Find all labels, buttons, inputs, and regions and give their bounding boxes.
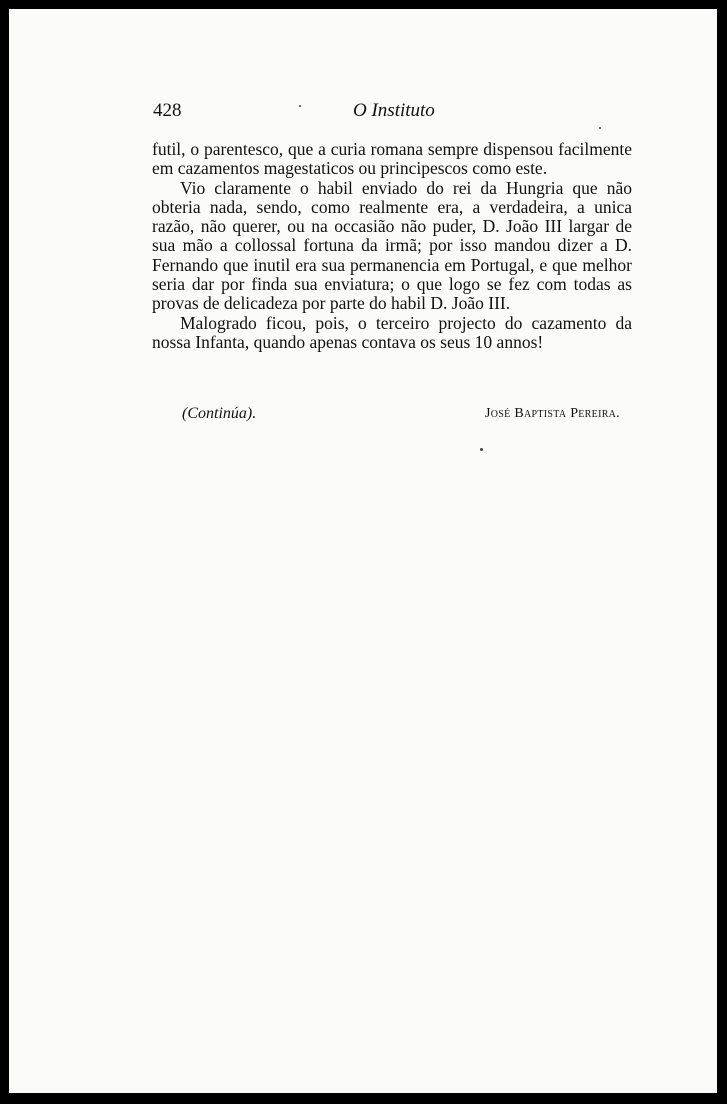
page-header	[145, 97, 635, 125]
running-title: O Instituto	[353, 100, 435, 121]
print-speck	[599, 127, 601, 129]
page-number: 428	[153, 100, 182, 121]
paragraph: Malogrado ficou, pois, o terceiro projecto do cazamento da nossa Infanta, quando apenas contava os seus 10 annos!	[152, 312, 632, 352]
paragraph: Vio claramente o habil enviado do rei da Hungria que não obteria nada, sendo, como realmente era, a verdadeira, a unica razão, não querer, ou na occasião não puder, D. João III largar de sua mão a collossal fortuna da irmã; por isso mandou dizer a D. Fernando que inutil era sua permanencia em Portugal, e que melhor seria dar por finda sua enviatura; o que logo se fez com todas as provas de delicadeza por parte do habil D. João III.	[152, 177, 632, 314]
continued-note: (Continúa).	[182, 405, 257, 422]
print-speck	[480, 448, 483, 451]
article-footer	[182, 405, 620, 429]
article-body	[152, 140, 632, 352]
print-speck	[299, 105, 301, 107]
paragraph-continuation: futil, o parentesco, que a curia romana sempre dispensou facilmente em cazamentos magestaticos ou principescos como este.	[152, 139, 632, 179]
document-page	[9, 9, 717, 1093]
author-signature: José Baptista Pereira.	[485, 406, 620, 421]
